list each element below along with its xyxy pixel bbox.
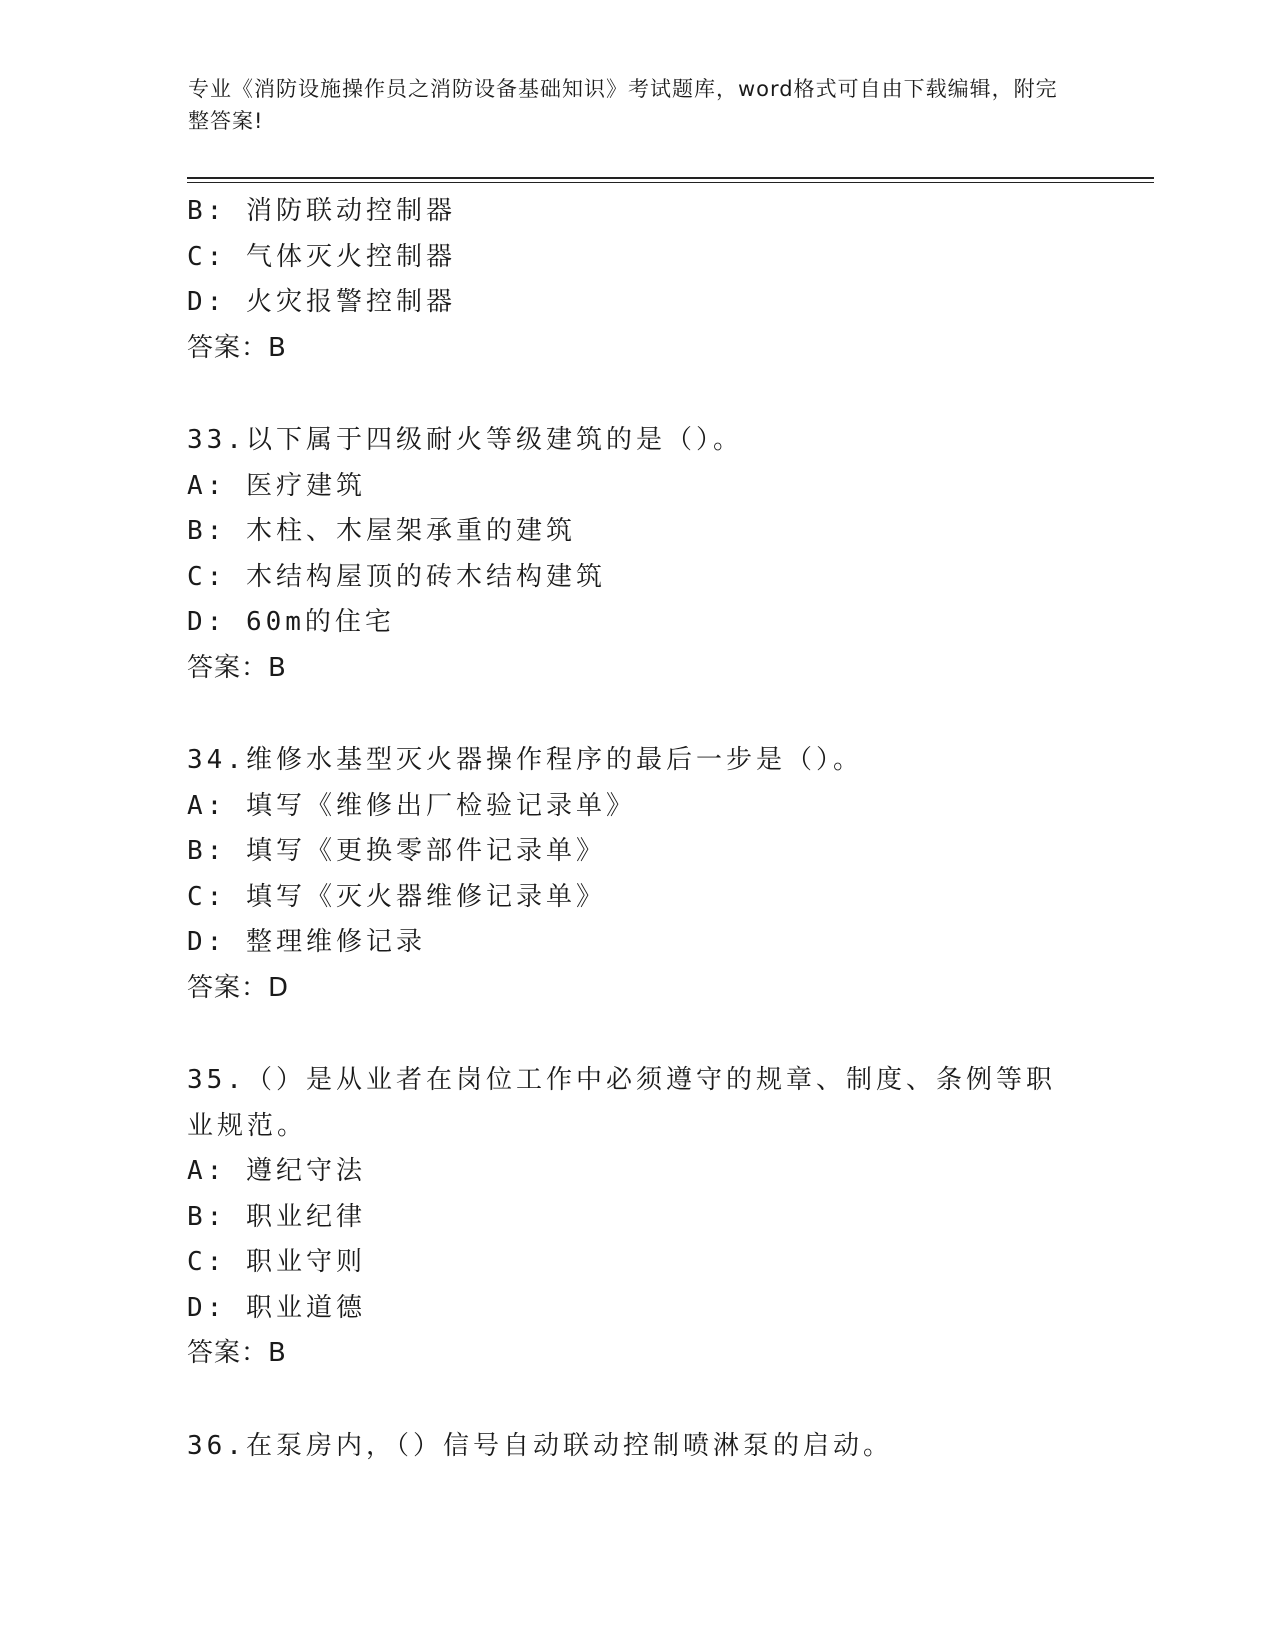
question-35-block [187, 1058, 1087, 1377]
answer-line: 答案：B [187, 1338, 287, 1368]
option-b: B: 木柱、木屋架承重的建筑 [187, 516, 576, 546]
option-c: C: 气体灭火控制器 [187, 241, 456, 272]
option-b: B: 消防联动控制器 [187, 196, 456, 226]
question-title: 35.（）是从业者在岗位工作中必须遵守的规章、制度、条例等职业规范。 [187, 1065, 1056, 1141]
option-b: B: 填写《更换零部件记录单》 [187, 836, 606, 866]
question-34-block [187, 738, 1087, 1011]
option-a: A: 遵纪守法 [187, 1156, 366, 1186]
question-title: 34.维修水基型灭火器操作程序的最后一步是（）。 [187, 745, 863, 775]
answer-line: 答案：B [187, 652, 287, 683]
option-a: A: 医疗建筑 [187, 470, 366, 501]
answer-line: 答案：D [187, 972, 290, 1003]
question-36-block [187, 1424, 1087, 1470]
option-b: B: 职业纪律 [187, 1201, 366, 1232]
option-d: D: 火灾报警控制器 [187, 287, 456, 317]
option-d: D: 整理维修记录 [187, 927, 426, 957]
answer-line: 答案：B [187, 332, 287, 363]
option-c: C: 职业守则 [187, 1247, 366, 1277]
option-d: D: 60m的住宅 [187, 607, 395, 637]
question-title: 36.在泵房内，（）信号自动联动控制喷淋泵的启动。 [187, 1430, 893, 1461]
option-a: A: 填写《维修出厂检验记录单》 [187, 790, 636, 821]
document-header: 专业《消防设施操作员之消防设备基础知识》考试题库，word格式可自由下载编辑，附完整答案! [188, 77, 1058, 133]
question-title: 33.以下属于四级耐火等级建筑的是（）。 [187, 425, 743, 455]
question-list [187, 189, 1087, 1469]
partial-question-block [187, 189, 1087, 371]
header-divider-thin [187, 182, 1154, 183]
question-33-block [187, 418, 1087, 691]
option-c: C: 木结构屋顶的砖木结构建筑 [187, 561, 606, 592]
option-d: D: 职业道德 [187, 1292, 366, 1323]
header-divider-thick [187, 177, 1154, 179]
option-c: C: 填写《灭火器维修记录单》 [187, 881, 606, 912]
